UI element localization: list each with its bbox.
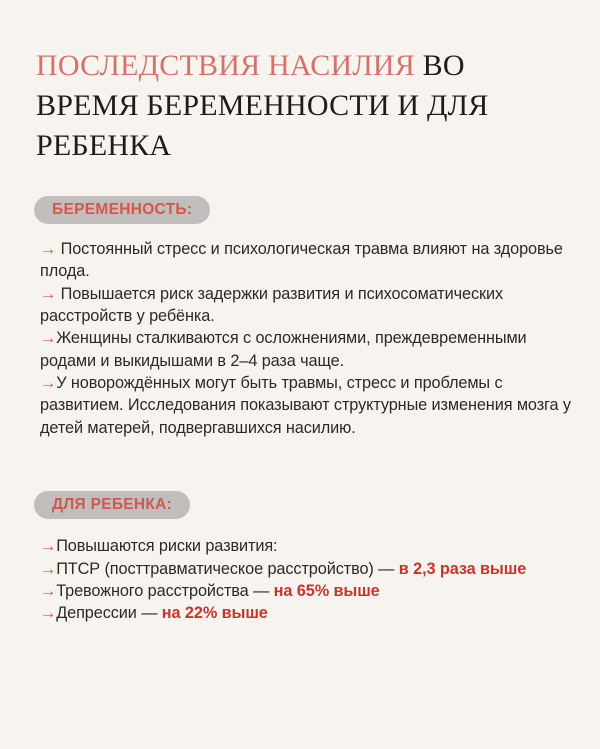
list-item	[40, 535, 574, 557]
list-item	[40, 602, 574, 624]
list-item-text: ПТСР (посттравматическое расстройство) —	[56, 559, 399, 578]
arrow-marker-icon: →	[40, 604, 57, 623]
list-item	[40, 238, 574, 283]
page-title	[36, 46, 574, 166]
page-title-rest: ВО ВРЕМЯ БЕРЕМЕННОСТИ И ДЛЯ РЕБЕНКА	[36, 49, 489, 162]
title-spacer	[34, 166, 574, 196]
list-item	[40, 283, 574, 328]
section-spacer	[34, 439, 574, 491]
arrow-marker-icon: →	[40, 240, 57, 259]
list-item-text: Повышается риск задержки развития и психосоматических расстройств у ребёнка.	[40, 284, 504, 326]
section-badge-pregnancy: БЕРЕМЕННОСТЬ:	[34, 196, 210, 225]
page-title-accent: ПОСЛЕДСТВИЯ НАСИЛИЯ	[36, 49, 415, 82]
list-item-text: Постоянный стресс и психологическая травма влияют на здоровье плода.	[40, 240, 563, 281]
stat-highlight: на 65% выше	[273, 582, 380, 601]
list-item-text: У новорождённых могут быть травмы, стресс и проблемы с развитием. Исследования показывают структурные изменения мозга у детей матерей, подвергавшихся насилию.	[40, 374, 571, 437]
list-item	[40, 372, 574, 439]
stat-highlight: на 22% выше	[161, 604, 268, 623]
arrow-marker-icon: →	[40, 329, 57, 348]
arrow-marker-icon: →	[40, 537, 57, 556]
list-item	[40, 558, 574, 580]
section-badge-child: ДЛЯ РЕБЕНКА:	[34, 491, 190, 520]
arrow-marker-icon: →	[40, 559, 57, 578]
list-item	[40, 327, 574, 372]
list-item	[40, 580, 574, 602]
arrow-marker-icon: →	[40, 374, 57, 393]
list-item-text: Женщины сталкиваются с осложнениями, преждевременными родами и выкидышами в 2–4 раза чаще.	[40, 329, 527, 370]
section-body-child	[34, 535, 574, 624]
list-item-text: Повышаются риски развития:	[56, 537, 278, 556]
badge-body-spacer-2	[34, 519, 574, 535]
list-item-text: Депрессии —	[56, 604, 162, 623]
list-item-text: Тревожного расстройства —	[56, 582, 274, 601]
badge-body-spacer-1	[34, 224, 574, 238]
stat-highlight: в 2,3 раза выше	[398, 559, 527, 578]
section-header-child	[34, 491, 574, 520]
section-header-pregnancy	[34, 196, 574, 225]
arrow-marker-icon: →	[40, 582, 57, 601]
section-body-pregnancy	[34, 238, 574, 439]
arrow-marker-icon: →	[40, 284, 57, 303]
